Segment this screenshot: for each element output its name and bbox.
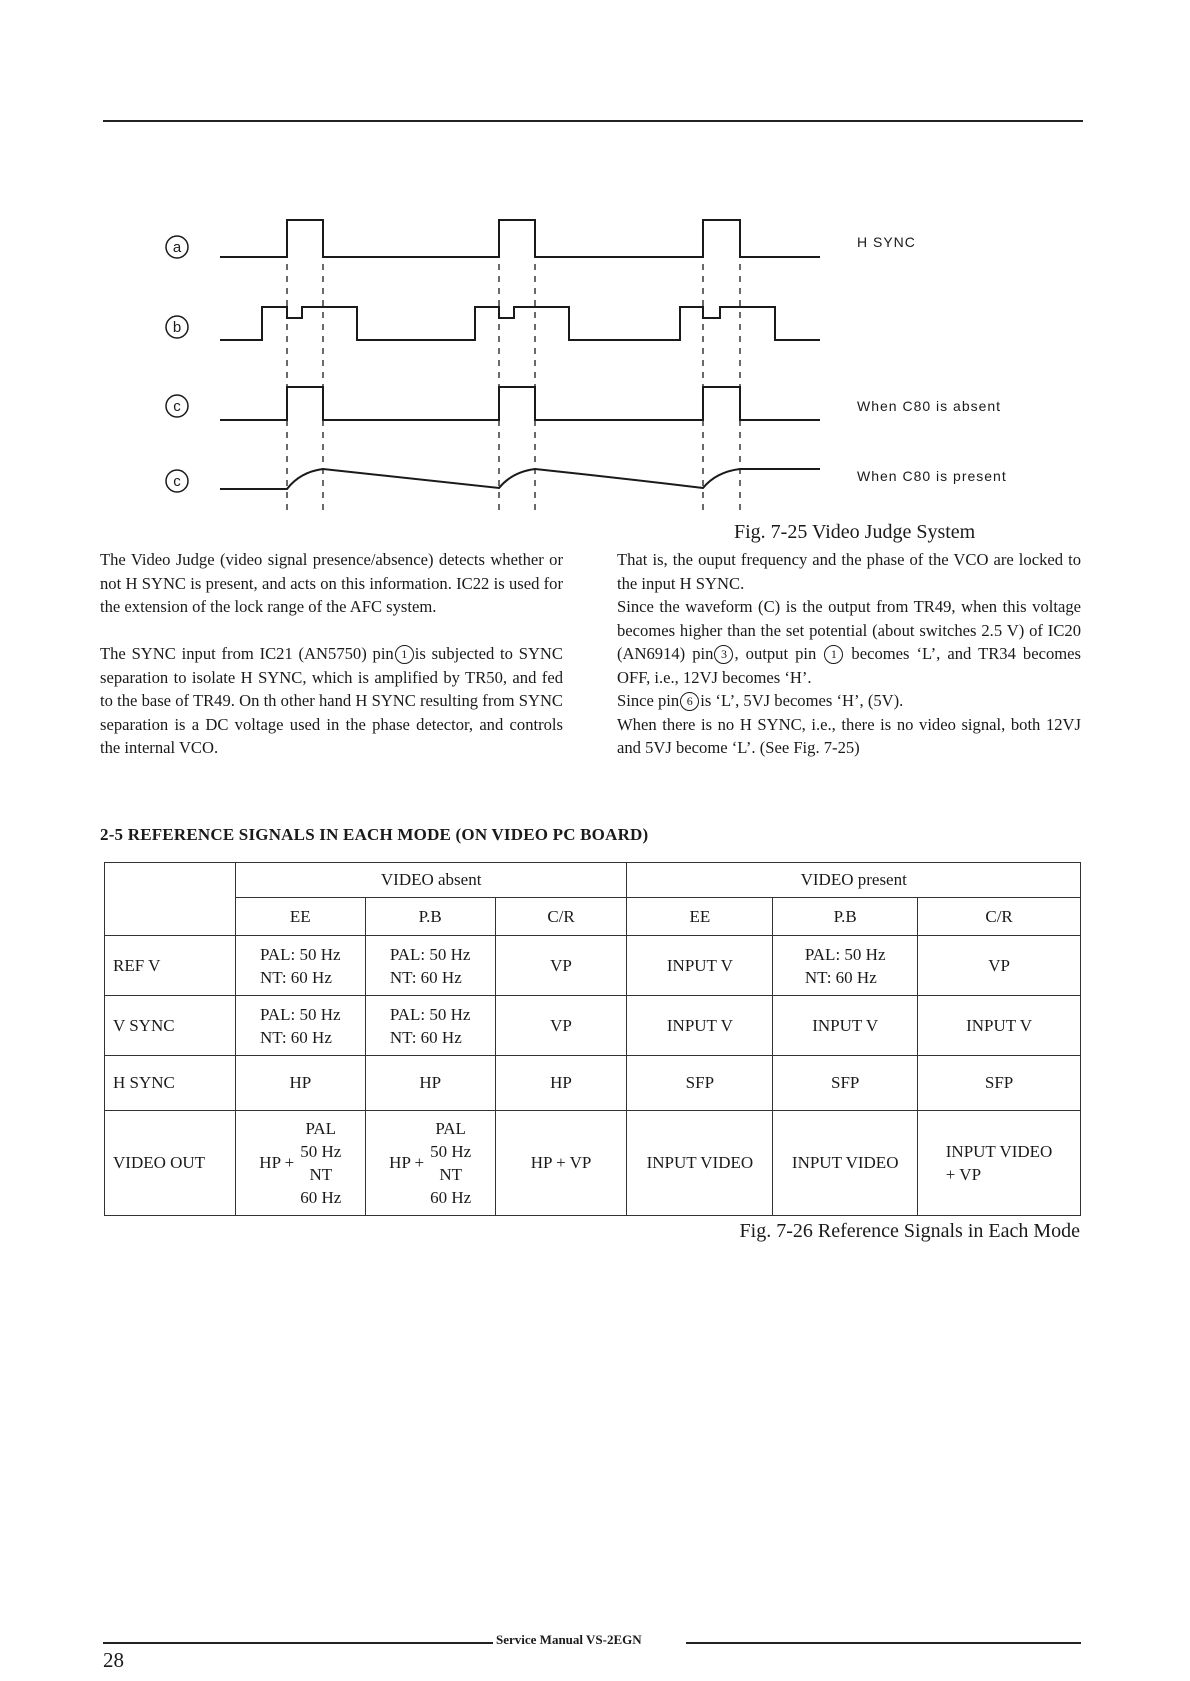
label-c [166, 395, 188, 417]
section-title: 2-5 REFERENCE SIGNALS IN EACH MODE (ON VIDEO PC BOARD) [100, 825, 649, 844]
waveform-c-prime [220, 469, 820, 489]
figure-caption-7-26: Fig. 7-26 Reference Signals in Each Mode [739, 1220, 1080, 1242]
pin-marker: 6 [680, 692, 699, 711]
pin-marker: 1 [824, 645, 843, 664]
note-c80-absent: When C80 is absent [857, 398, 1002, 414]
footer-manual-title: Service Manual VS-2EGN [493, 1632, 645, 1648]
waveform-a [220, 220, 820, 257]
col-ee-present: EE [627, 898, 773, 936]
pin-marker: 1 [395, 645, 414, 664]
paragraph-sync-input: The SYNC input from IC21 (AN5750) pin 1 is subjected to SYNC separation to isolate H SYNC, which is amplified by TR50, and fed to the base of TR49. On th other hand H SYNC resulting from SYNC separation is a DC voltage used in the phase detector, and controls the internal VCO. [100, 644, 563, 757]
note-h-sync: H SYNC [857, 234, 916, 250]
col-cr-present: C/R [918, 898, 1081, 936]
alignment-guides [287, 252, 740, 510]
page-number: 28 [103, 1648, 124, 1672]
paragraph-waveform-c: Since the waveform (C) is the output from TR49, when this voltage becomes higher than the set potential (about switches 2.5 V) of IC20 (AN6914) pin 3 , output pin 1 becomes ‘L’, and TR34 becomes OFF, i.e., 12VJ becomes ‘H’. [617, 597, 1081, 687]
reference-signals-table [104, 862, 1081, 1216]
paragraph-vco-lock: That is, the ouput frequency and the phase of the VCO are locked to the input H SYNC. [617, 550, 1081, 593]
col-pb-present: P.B [773, 898, 918, 936]
waveform-b [220, 307, 820, 340]
group-video-absent: VIDEO absent [235, 863, 627, 898]
table-sub-header [105, 898, 1081, 936]
col-ee-absent: EE [235, 898, 365, 936]
footer-rule-right [686, 1642, 1081, 1644]
waveform-c [220, 387, 820, 420]
footer-rule-left [103, 1642, 493, 1644]
timing-diagram [0, 0, 1190, 540]
table-row: V SYNC PAL: 50 Hz NT: 60 Hz PAL: 50 Hz NT: 60 Hz VP INPUT V INPUT V INPUT V [105, 996, 1081, 1056]
svg-text:b: b [172, 319, 182, 336]
right-column [617, 548, 1081, 760]
figure-caption-7-25: Fig. 7-25 Video Judge System [734, 521, 976, 543]
svg-text:c: c [173, 473, 181, 490]
table-group-header [105, 863, 1081, 898]
paragraph-video-judge: The Video Judge (video signal presence/absence) detects whether or not H SYNC is present, and acts on this information. IC22 is used for the extension of the lock range of the AFC system. [100, 550, 563, 616]
label-a [166, 236, 188, 258]
col-cr-absent: C/R [495, 898, 627, 936]
col-pb-absent: P.B [365, 898, 495, 936]
group-video-present: VIDEO present [627, 863, 1081, 898]
svg-text:a: a [172, 239, 182, 256]
table-row: REF V PAL: 50 Hz NT: 60 Hz PAL: 50 Hz NT: 60 Hz VP INPUT V PAL: 50 Hz NT: 60 Hz VP [105, 936, 1081, 996]
svg-text:c: c [173, 398, 181, 415]
paragraph-no-h-sync: When there is no H SYNC, i.e., there is no video signal, both 12VJ and 5VJ become ‘L’. (See Fig. 7-25) [617, 714, 1081, 757]
note-c80-present: When C80 is present [857, 468, 1007, 484]
table-row: VIDEO OUT HP + PAL 50 Hz NT 60 Hz HP + PAL 50 Hz NT 60 Hz HP + VP INPUT VIDEO INPUT VIDEO INPUT VIDEO + VP [105, 1111, 1081, 1216]
label-c-prime [166, 470, 188, 492]
left-column [100, 548, 563, 760]
paragraph-pin-6: Since pin 6 is ‘L’, 5VJ becomes ‘H’, (5V). [617, 691, 904, 710]
label-b [166, 316, 188, 338]
table-row: H SYNC HP HP HP SFP SFP SFP [105, 1056, 1081, 1111]
pin-marker: 3 [714, 645, 733, 664]
